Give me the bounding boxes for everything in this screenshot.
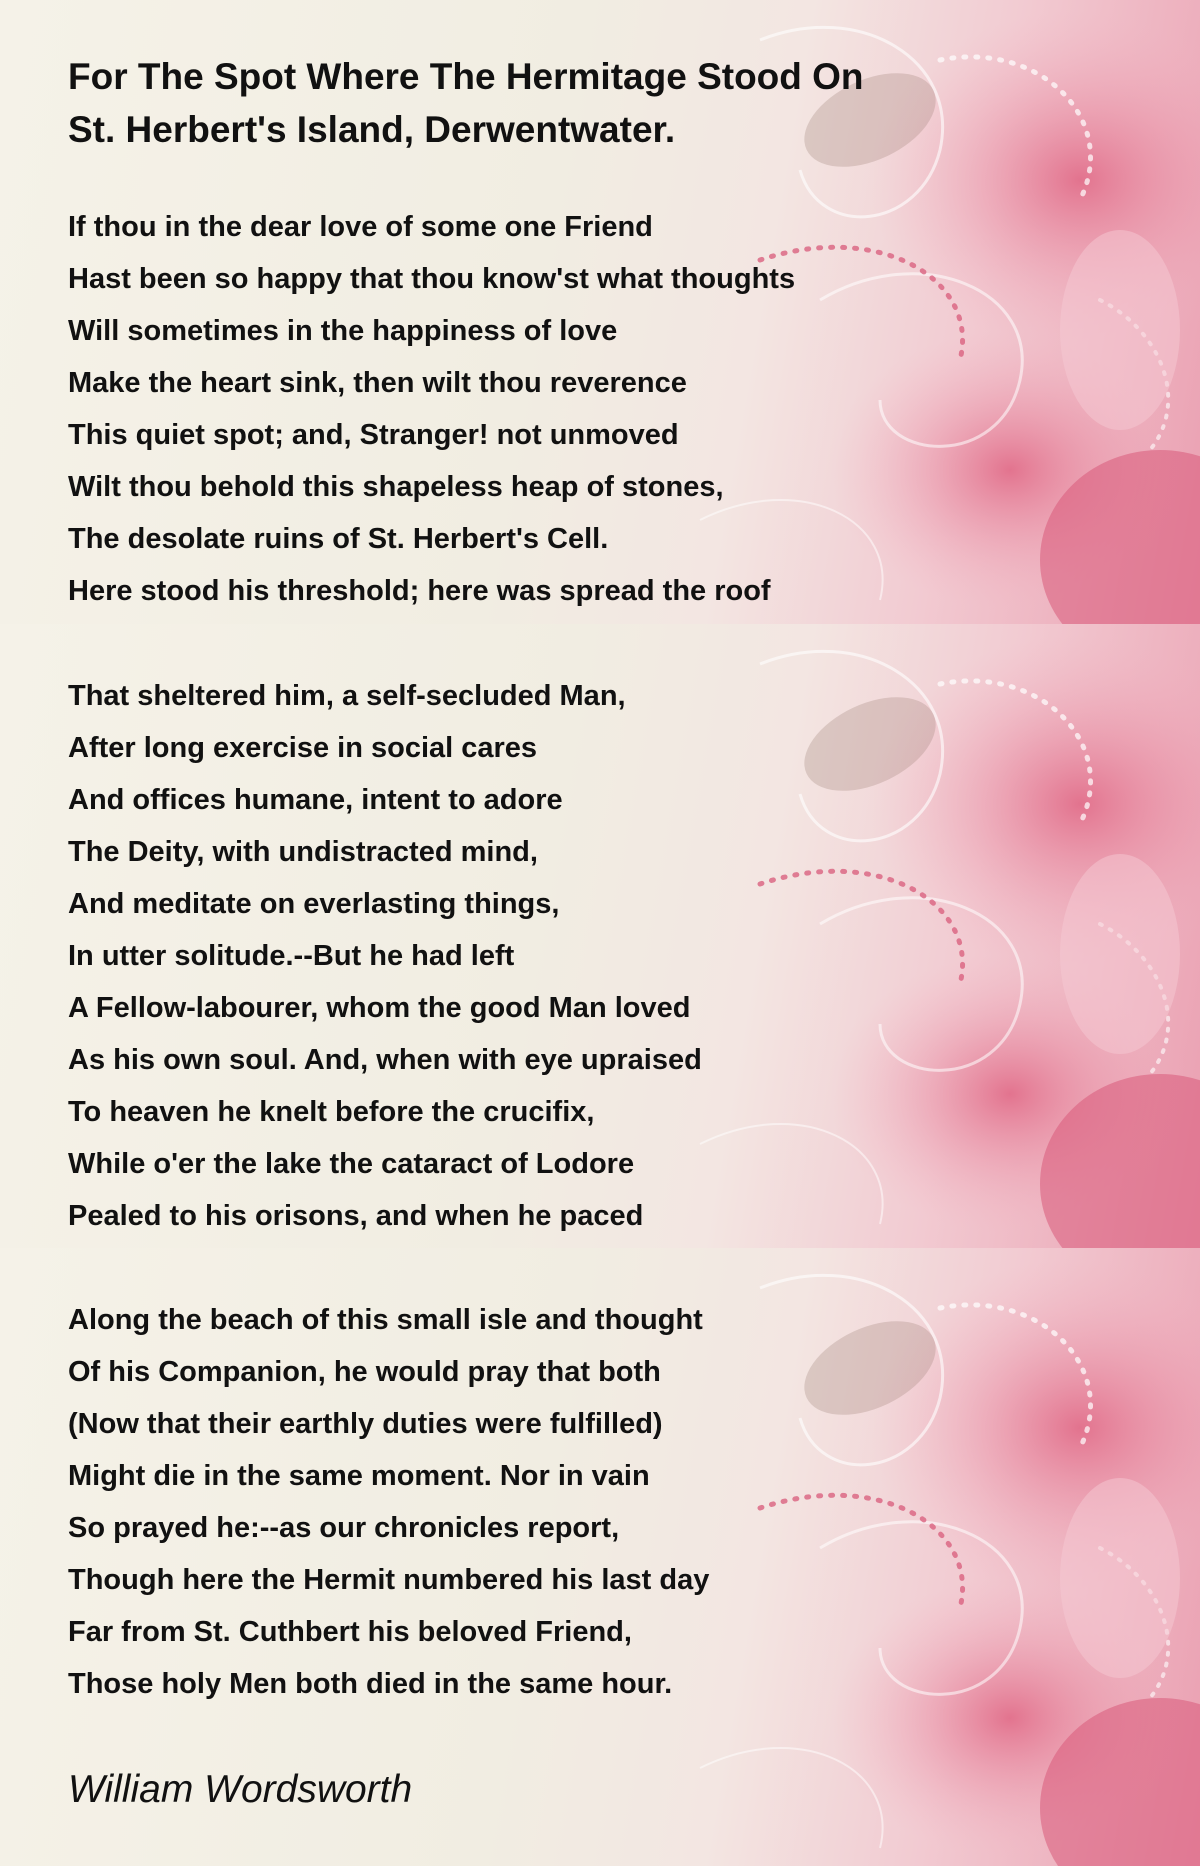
poem-author: William Wordsworth (68, 1768, 413, 1811)
poem-stanza-1 (68, 201, 968, 617)
poem-title-line: For The Spot Where The Hermitage Stood On (68, 56, 864, 97)
poem-line: Of his Companion, he would pray that both (68, 1356, 661, 1388)
poem-line: After long exercise in social cares (68, 732, 538, 764)
poem-line: This quiet spot; and, Stranger! not unmoved (68, 419, 679, 451)
poem-line: While o'er the lake the cataract of Lodore (68, 1148, 635, 1180)
poem-line: If thou in the dear love of some one Friend (68, 211, 653, 243)
poem-line: Pealed to his orisons, and when he paced (68, 1200, 644, 1232)
poem-line: Hast been so happy that thou know'st what thoughts (68, 263, 796, 295)
poem-line: And meditate on everlasting things, (68, 888, 560, 920)
poem-line: Those holy Men both died in the same hour. (68, 1668, 673, 1700)
poem-line: A Fellow-labourer, whom the good Man loved (68, 992, 691, 1024)
poem-stanza-3 (68, 1294, 968, 1710)
poem-line: Though here the Hermit numbered his last day (68, 1564, 710, 1596)
poem-line: To heaven he knelt before the crucifix, (68, 1096, 595, 1128)
poem-line: As his own soul. And, when with eye upraised (68, 1044, 702, 1076)
poem-line: Make the heart sink, then wilt thou reverence (68, 367, 687, 399)
poem-line: The desolate ruins of St. Herbert's Cell. (68, 523, 609, 555)
poem-line: And offices humane, intent to adore (68, 784, 563, 816)
poem-line: Wilt thou behold this shapeless heap of stones, (68, 471, 724, 503)
poem-stanza-2 (68, 670, 968, 1242)
poem-line: Might die in the same moment. Nor in vain (68, 1460, 650, 1492)
poem-line: Along the beach of this small isle and thought (68, 1304, 703, 1336)
poem-line: The Deity, with undistracted mind, (68, 836, 538, 868)
poem-line: Far from St. Cuthbert his beloved Friend, (68, 1616, 632, 1648)
poem-line: Will sometimes in the happiness of love (68, 315, 618, 347)
poem-line: That sheltered him, a self-secluded Man, (68, 680, 626, 712)
poem-line: So prayed he:--as our chronicles report, (68, 1512, 620, 1544)
poem-line: (Now that their earthly duties were fulfilled) (68, 1408, 663, 1440)
poem-title (68, 50, 1048, 156)
poem-line: In utter solitude.--But he had left (68, 940, 515, 972)
poem-title-line: St. Herbert's Island, Derwentwater. (68, 109, 676, 150)
poem-line: Here stood his threshold; here was spread the roof (68, 575, 771, 607)
